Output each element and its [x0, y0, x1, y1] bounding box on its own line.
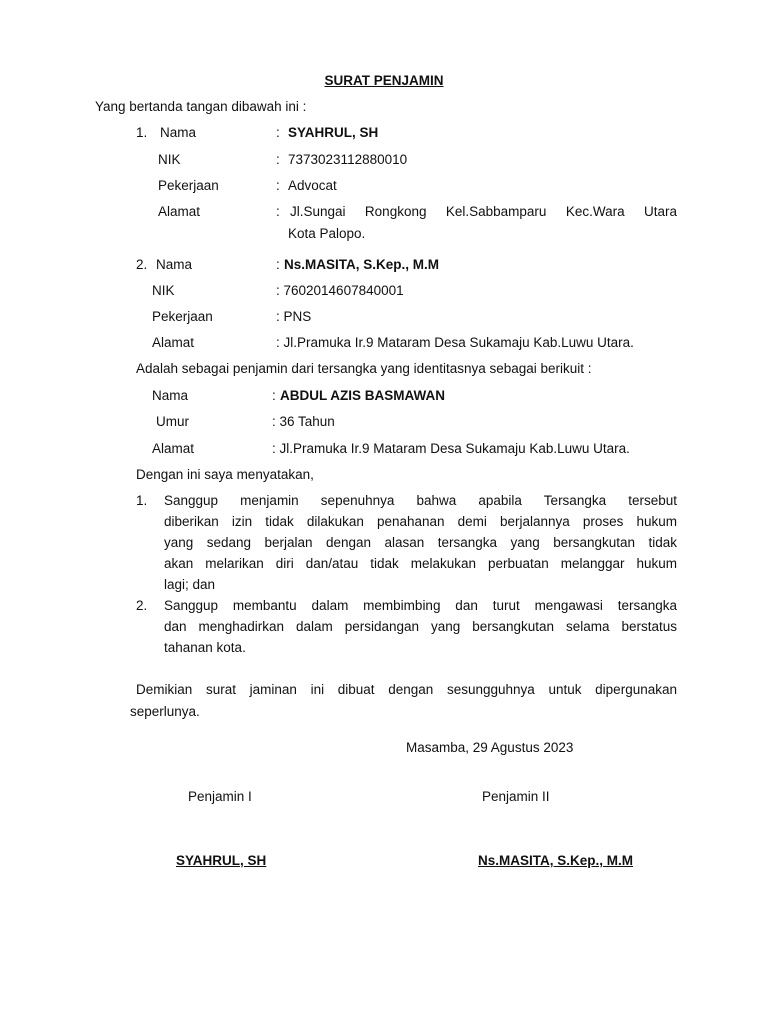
- statement-2-line-3: tahanan kota.: [164, 640, 246, 655]
- guarantor-1-address-line-1: Jl.Sungai Rongkong Kel.Sabbamparu Kec.Wara Utara: [290, 204, 677, 219]
- statement-1-number: 1.: [136, 493, 148, 508]
- guarantor-1-address-sep: :: [276, 204, 280, 219]
- letter-title: SURAT PENJAMIN: [324, 73, 444, 88]
- statement-1-line-5: lagi; dan: [164, 577, 216, 592]
- suspect-address-label: Alamat: [152, 441, 195, 456]
- guarantor-2-name: Ns.MASITA, S.Kep., M.M: [284, 257, 440, 272]
- statement-1-line-4: akan melarikan diri dan/atau tidak melakukan perbuatan melanggar hukum: [164, 556, 677, 571]
- guarantor-1-address-label: Alamat: [158, 204, 201, 219]
- guarantor-1-name-label: Nama: [160, 125, 197, 140]
- guarantor-2-name-sep: :: [276, 257, 280, 272]
- guarantor-2-job-label: Pekerjaan: [152, 309, 213, 324]
- guarantor-2-number: 2.: [136, 257, 148, 272]
- guarantor-1-address-line-2: Kota Palopo.: [288, 226, 366, 241]
- guarantor-2-nik: : 7602014607840001: [276, 283, 404, 298]
- closing-line-1: Demikian surat jaminan ini dibuat dengan sesungguhnya untuk dipergunakan: [136, 682, 677, 697]
- guarantor-1-job-label: Pekerjaan: [158, 178, 219, 193]
- closing-line-2: seperlunya.: [130, 704, 200, 719]
- suspect-age: : 36 Tahun: [272, 414, 335, 429]
- statement-intro: Dengan ini saya menyatakan,: [136, 467, 314, 482]
- place-date: Masamba, 29 Agustus 2023: [406, 740, 574, 755]
- signature-left-label: Penjamin I: [188, 789, 252, 804]
- suspect-intro: Adalah sebagai penjamin dari tersangka yang identitasnya sebagai berikuit :: [136, 361, 592, 376]
- suspect-name-label: Nama: [152, 388, 189, 403]
- guarantor-2-address: : Jl.Pramuka Ir.9 Mataram Desa Sukamaju Kab.Luwu Utara.: [276, 335, 634, 350]
- guarantor-1-nik: 7373023112880010: [288, 152, 408, 167]
- suspect-address: : Jl.Pramuka Ir.9 Mataram Desa Sukamaju Kab.Luwu Utara.: [272, 441, 630, 456]
- guarantor-1-name: SYAHRUL, SH: [288, 125, 379, 140]
- suspect-name: ABDUL AZIS BASMAWAN: [280, 388, 445, 403]
- statement-1-line-3: yang sedang berjalan dengan alasan tersangka yang bersangkutan tidak: [164, 535, 677, 550]
- guarantor-2-address-label: Alamat: [152, 335, 195, 350]
- statement-2-number: 2.: [136, 598, 148, 613]
- guarantor-1-nik-sep: :: [276, 152, 280, 167]
- intro-text: Yang bertanda tangan dibawah ini :: [95, 99, 307, 114]
- guarantor-2-job: : PNS: [276, 309, 312, 324]
- guarantor-1-name-sep: :: [276, 125, 280, 140]
- signature-left-name: SYAHRUL, SH: [176, 853, 267, 868]
- guarantor-1-number: 1.: [136, 125, 148, 140]
- statement-2-line-2: dan menghadirkan dalam persidangan yang bersangkutan selama berstatus: [164, 619, 677, 634]
- statement-2-line-1: Sanggup membantu dalam membimbing dan turut mengawasi tersangka: [164, 598, 677, 613]
- signature-right-label: Penjamin II: [482, 789, 550, 804]
- guarantor-1-nik-label: NIK: [158, 152, 181, 167]
- statement-1-line-1: Sanggup menjamin sepenuhnya bahwa apabila Tersangka tersebut: [164, 493, 677, 508]
- statement-1-line-2: diberikan izin tidak dilakukan penahanan demi berjalannya proses hukum: [164, 514, 677, 529]
- guarantor-2-nik-label: NIK: [152, 283, 175, 298]
- guarantor-2-name-label: Nama: [156, 257, 193, 272]
- signature-right-name: Ns.MASITA, S.Kep., M.M: [478, 853, 634, 868]
- suspect-age-label: Umur: [156, 414, 189, 429]
- suspect-name-sep: :: [272, 388, 276, 403]
- guarantor-1-job-sep: :: [276, 178, 280, 193]
- guarantor-1-job: Advocat: [288, 178, 337, 193]
